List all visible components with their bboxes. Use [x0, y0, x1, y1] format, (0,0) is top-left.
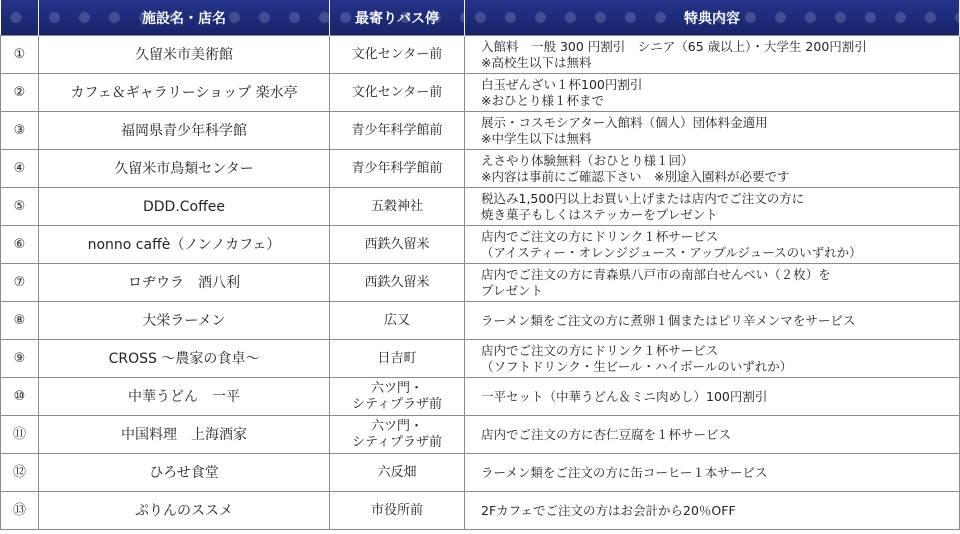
- header-benefit: 特典内容: [465, 0, 960, 36]
- row-number: ⑪: [1, 416, 39, 454]
- table-row: [1, 454, 960, 492]
- benefit-line: ※高校生以下は無料: [481, 54, 592, 70]
- facility-name: カフェ＆ギャラリーショップ 楽水亭: [39, 74, 330, 112]
- bus-stop-line: 広又: [383, 312, 410, 328]
- benefit-line: ※中学生以下は無料: [481, 130, 592, 146]
- bus-stop: [330, 302, 465, 340]
- benefit-details: [465, 340, 960, 378]
- facility-name: CROSS 〜農家の食卓〜: [39, 340, 330, 378]
- table-row: [1, 74, 960, 112]
- bus-stop: [330, 416, 465, 454]
- benefit-details: [465, 36, 960, 74]
- facility-name: nonno caffè（ノンノカフェ）: [39, 226, 330, 264]
- table-row: [1, 378, 960, 416]
- bus-stop: [330, 264, 465, 302]
- row-number: ④: [1, 150, 39, 188]
- table-row: [1, 416, 960, 454]
- bus-stop-line: 六ツ門・: [370, 418, 423, 434]
- facility-name: DDD.Coffee: [39, 188, 330, 226]
- benefit-details: [465, 188, 960, 226]
- row-number: ⑫: [1, 454, 39, 492]
- benefit-line: 展示・コスモシアター入館料（個人）団体料金適用: [481, 114, 768, 130]
- benefit-line: （アイスティー・オレンジジュース・アップルジュースのいずれか）: [481, 244, 862, 260]
- table-row: [1, 302, 960, 340]
- bus-stop: [330, 492, 465, 530]
- benefit-line: 店内でご注文の方に杏仁豆腐を１杯サービス: [481, 426, 732, 442]
- table-row: [1, 340, 960, 378]
- header-row: [1, 0, 960, 36]
- benefit-details: [465, 492, 960, 530]
- facility-name: 中華うどん 一平: [39, 378, 330, 416]
- benefit-line: えさやり体験無料（おひとり様１回）: [481, 152, 694, 168]
- bus-stop: [330, 378, 465, 416]
- facility-name: 久留米市美術館: [39, 36, 330, 74]
- benefit-details: [465, 454, 960, 492]
- facility-name: 久留米市鳥類センター: [39, 150, 330, 188]
- bus-stop: [330, 188, 465, 226]
- facility-name: ぷりんのススメ: [39, 492, 330, 530]
- bus-stop-line: 市役所前: [370, 502, 423, 518]
- facility-name: ロヂウラ 酒八利: [39, 264, 330, 302]
- benefit-details: [465, 302, 960, 340]
- benefit-line: ※内容は事前にご確認下さい ※別途入園料が必要です: [481, 168, 790, 184]
- row-number: ⑥: [1, 226, 39, 264]
- header-number: [1, 0, 39, 36]
- facility-name: 福岡県青少年科学館: [39, 112, 330, 150]
- benefit-line: 入館料 一般 300 円割引 シニア（65 歳以上）・大学生 200円割引: [481, 38, 867, 54]
- row-number: ⑦: [1, 264, 39, 302]
- bus-stop-line: 日吉町: [377, 350, 417, 366]
- benefit-details: [465, 112, 960, 150]
- bus-stop-line: シティプラザ前: [352, 434, 442, 450]
- bus-stop-line: 文化センター前: [351, 46, 443, 62]
- bus-stop-line: 西鉄久留米: [364, 236, 430, 252]
- benefit-line: 白玉ぜんざい１杯100円割引: [481, 76, 643, 92]
- bus-stop-line: 青少年科学館前: [351, 160, 443, 176]
- bus-stop-line: 六ツ門・: [370, 380, 423, 396]
- bus-stop-line: 西鉄久留米: [364, 274, 430, 290]
- bus-stop-line: 五穀神社: [370, 198, 423, 214]
- row-number: ⑧: [1, 302, 39, 340]
- table-row: [1, 492, 960, 530]
- benefit-line: 焼き菓子もしくはステッカーをプレゼント: [481, 206, 718, 222]
- header-facility-name: 施設名・店名: [39, 0, 330, 36]
- benefit-line: ラーメン類をご注文の方に缶コーヒー１本サービス: [481, 464, 768, 480]
- benefit-line: 店内でご注文の方にドリンク１杯サービス: [481, 342, 719, 358]
- row-number: ⑨: [1, 340, 39, 378]
- benefit-line: 税込み1,500円以上お買い上げまたは店内でご注文の方に: [481, 190, 805, 206]
- benefit-line: 店内でご注文の方に青森県八戸市の南部白せんべい（２枚）を: [481, 266, 831, 282]
- benefit-line: プレゼント: [481, 282, 544, 298]
- facility-name: 大栄ラーメン: [39, 302, 330, 340]
- benefit-line: （ソフトドリンク・生ビール・ハイボールのいずれか）: [481, 358, 793, 374]
- row-number: ⑬: [1, 492, 39, 530]
- benefit-details: [465, 150, 960, 188]
- benefit-line: 店内でご注文の方にドリンク１杯サービス: [481, 228, 719, 244]
- table-row: [1, 188, 960, 226]
- bus-stop-line: 文化センター前: [351, 84, 443, 100]
- facility-name: ひろせ食堂: [39, 454, 330, 492]
- facility-name: 中国料理 上海酒家: [39, 416, 330, 454]
- table-row: [1, 150, 960, 188]
- bus-stop-line: 青少年科学館前: [351, 122, 443, 138]
- benefit-details: [465, 416, 960, 454]
- header-bus-stop: 最寄りバス停: [330, 0, 465, 36]
- benefit-line: 一平セット（中華うどん＆ミニ肉めし）100円割引: [481, 388, 768, 404]
- bus-stop: [330, 112, 465, 150]
- bus-stop-line: シティプラザ前: [352, 396, 442, 412]
- benefit-details: [465, 264, 960, 302]
- benefit-line: 2Fカフェでご注文の方はお会計から20％OFF: [481, 502, 736, 518]
- benefit-details: [465, 378, 960, 416]
- bus-stop: [330, 36, 465, 74]
- row-number: ①: [1, 36, 39, 74]
- bus-stop: [330, 454, 465, 492]
- row-number: ⑩: [1, 378, 39, 416]
- row-number: ⑤: [1, 188, 39, 226]
- row-number: ②: [1, 74, 39, 112]
- bus-stop: [330, 340, 465, 378]
- row-number: ③: [1, 112, 39, 150]
- bus-stop-line: 六反畑: [377, 464, 417, 480]
- benefit-details: [465, 226, 960, 264]
- table-row: [1, 112, 960, 150]
- bus-stop: [330, 74, 465, 112]
- bus-stop: [330, 226, 465, 264]
- bus-stop: [330, 150, 465, 188]
- table-row: [1, 264, 960, 302]
- table-row: [1, 36, 960, 74]
- benefit-line: ラーメン類をご注文の方に煮卵１個またはピリ辛メンマをサービス: [481, 312, 856, 328]
- benefit-details: [465, 74, 960, 112]
- table-row: [1, 226, 960, 264]
- benefit-line: ※おひとり様１杯まで: [481, 92, 604, 108]
